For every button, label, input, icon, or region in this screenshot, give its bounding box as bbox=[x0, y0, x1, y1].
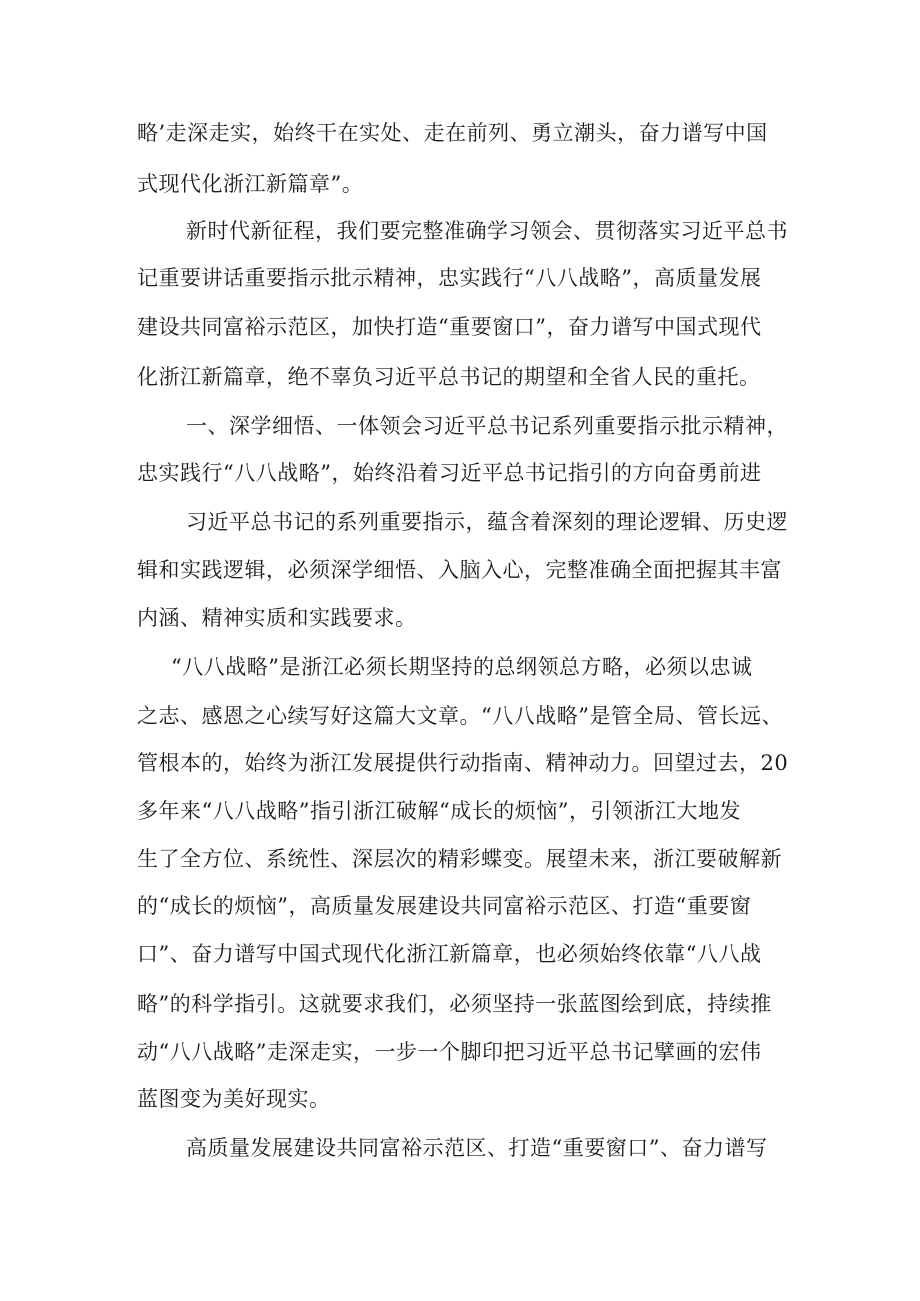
text-line-18: 动“八八战略”走深走实，一步一个脚印把习近平总书记擘画的宏伟 bbox=[137, 1040, 762, 1064]
text-line-6: 化浙江新篇章，绝不辜负习近平总书记的期望和全省人民的重托。 bbox=[137, 365, 761, 389]
text-line-11: 之志、感恩之心续写好这篇大文章。“八八战略”是管全局、管长远、 bbox=[137, 704, 783, 728]
heading-line-2: 忠实践行“八八战略”，始终沿着习近平总书记指引的方向奋勇前进 bbox=[137, 461, 762, 485]
text-line-8: 辑和实践逻辑，必须深学细悟、入脑入心，完整准确全面把握其丰富 bbox=[137, 558, 782, 582]
text-line-4: 记重要讲话重要指示批示精神，忠实践行“八八战略”，高质量发展 bbox=[137, 266, 762, 290]
text-line-7: 习近平总书记的系列重要指示，蕴含着深刻的理论逻辑、历史逻 bbox=[186, 510, 788, 534]
text-line-15: 的“成长的烦恼”，高质量发展建设共同富裕示范区、打造“重要窗 bbox=[137, 894, 752, 918]
text-line-20: 高质量发展建设共同富裕示范区、打造“重要窗口”、奋力谱写 bbox=[186, 1136, 768, 1160]
text-line-1: 略’走深走实，始终干在实处、走在前列、勇立潮头，奋力谱写中国 bbox=[137, 121, 768, 145]
text-line-16: 口”、奋力谱写中国式现代化浙江新篇章，也必须始终依靠“八八战 bbox=[137, 942, 762, 966]
text-line-14: 生了全方位、系统性、深层次的精彩蝶变。展望未来，浙江要破解新 bbox=[137, 847, 782, 871]
text-line-10: “八八战略”是浙江必须长期坚持的总纲领总方略，必须以忠诚 bbox=[171, 655, 753, 679]
text-line-5: 建设共同富裕示范区，加快打造“重要窗口”，奋力谱写中国式现代 bbox=[137, 315, 762, 339]
text-line-12: 管根本的，始终为浙江发展提供行动指南、精神动力。回望过去，20 bbox=[137, 751, 789, 775]
heading-line-1: 一、深学细悟、一体领会习近平总书记系列重要指示批示精神， bbox=[186, 414, 788, 438]
text-line-19: 蓝图变为美好现实。 bbox=[137, 1087, 331, 1111]
text-line-13: 多年来“八八战略”指引浙江破解“成长的烦恼”，引领浙江大地发 bbox=[137, 799, 741, 823]
text-line-9: 内涵、精神实质和实践要求。 bbox=[137, 606, 417, 630]
text-line-3: 新时代新征程，我们要完整准确学习领会、贯彻落实习近平总书 bbox=[186, 219, 788, 243]
text-line-17: 略”的科学指引。这就要求我们，必须坚持一张蓝图绘到底，持续推 bbox=[137, 992, 772, 1016]
text-line-2: 式现代化浙江新篇章”。 bbox=[137, 172, 364, 196]
